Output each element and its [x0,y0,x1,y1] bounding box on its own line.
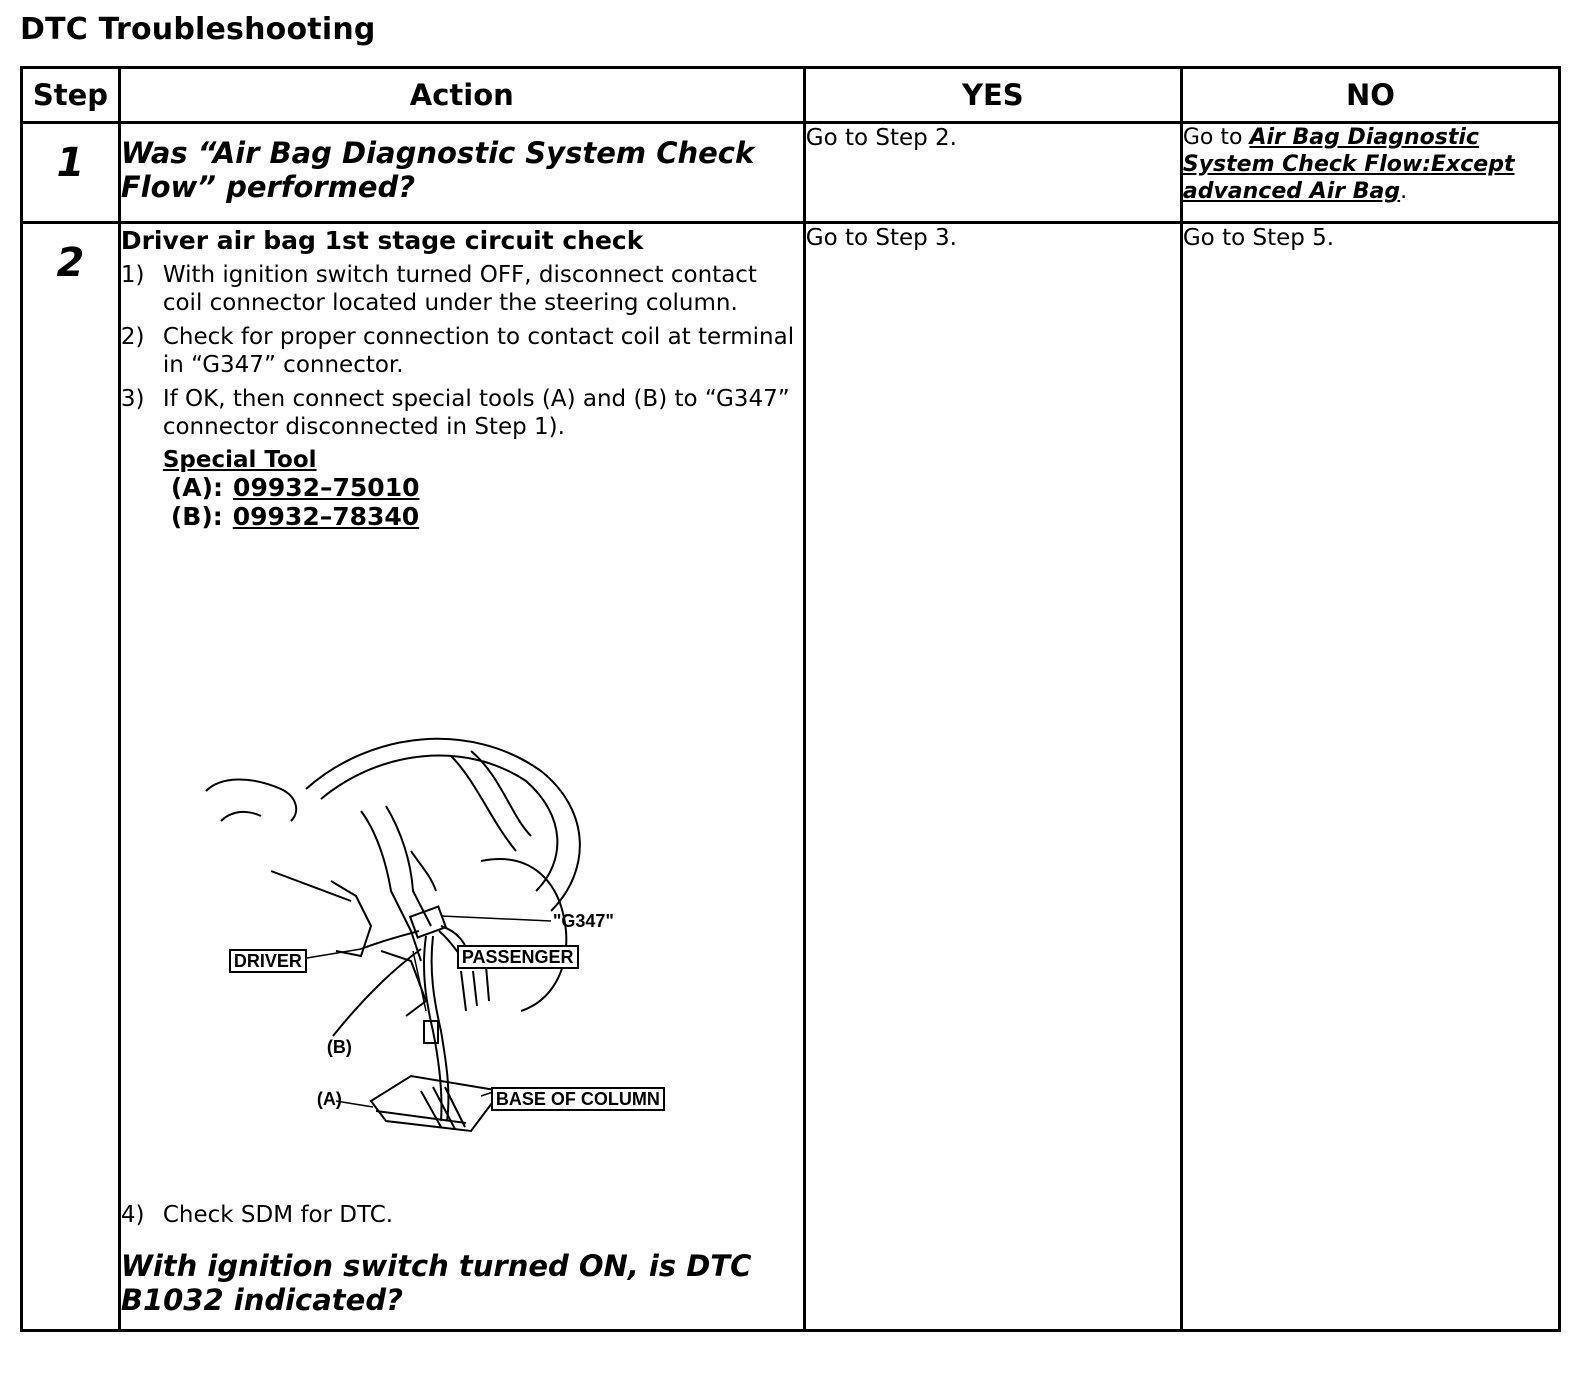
header-yes: YES [804,68,1181,123]
passenger-label: PASSENGER [457,945,579,969]
dash-panel-outline [206,779,296,821]
table-row-step-1 [22,123,1560,223]
tool-b-lead [333,949,421,1036]
check-flow-link[interactable]: Air Bag Diagnostic System Check Flow:Except advanced Air Bag [1182,125,1515,204]
list-item [121,323,803,379]
step-title: Driver air bag 1st stage circuit check [120,226,644,255]
item-text: If OK, then connect special tools (A) and (B) to “G347” connector disconnected in Step 1). [162,386,790,440]
step-number-cell [22,223,120,1331]
step-question: With ignition switch turned ON, is DTC B1032 indicated? [120,1249,752,1317]
no-cell [1181,223,1559,1331]
g347-label: "G347" [552,911,614,931]
tool-code-link[interactable]: 09932–78340 [232,502,420,531]
tool-b-label: (B) [326,1037,352,1057]
item-number: 3) [120,386,145,412]
no-text [1183,124,1558,205]
special-tool-b [171,502,803,531]
tool-a-label: (A) [316,1089,342,1109]
steering-wheel-outline [306,739,580,911]
table-header-row [22,68,1560,123]
action-cell [119,223,804,1331]
dtc-table [20,66,1561,1332]
header-action: Action [119,68,804,123]
item-number: 4) [120,1202,145,1228]
step-number: 2 [56,240,85,286]
step-number-cell [22,123,120,223]
base-of-column-tool [371,1076,501,1131]
item-number: 1) [120,262,145,288]
yes-text: Go to Step 2. [805,125,957,151]
no-prefix: Go to [1182,125,1250,150]
item-text: With ignition switch turned OFF, disconnect contact coil connector located under the steering column. [162,262,757,316]
tool-key: (B): [170,502,223,531]
yes-text: Go to Step 3. [805,225,957,251]
list-item [121,261,803,317]
no-cell [1181,123,1559,223]
header-step: Step [22,68,120,123]
page-title: DTC Troubleshooting [20,12,376,47]
item-text: Check for proper connection to contact coil at terminal in “G347” connector. [162,324,795,378]
special-tool-title: Special Tool [162,447,317,473]
special-tool-a [171,473,803,502]
tool-code-link[interactable]: 09932–75010 [233,473,420,502]
item-number: 2) [120,324,145,350]
list-item [121,385,803,441]
table-row-step-2 [22,223,1560,1331]
yes-cell [804,123,1181,223]
base-of-column-label: BASE OF COLUMN [491,1087,665,1111]
tool-key: (A): [170,473,224,502]
header-no: NO [1181,68,1559,123]
list-item [121,1201,803,1229]
no-text: Go to Step 5. [1182,225,1335,251]
instruction-list-final [121,1201,803,1229]
action-cell [119,123,804,223]
instruction-list [121,261,803,441]
driver-label: DRIVER [229,949,307,973]
no-suffix: . [1400,179,1408,204]
g347-leader-line [441,916,551,921]
item-text: Check SDM for DTC. [162,1202,394,1228]
steering-column-drawing [121,531,781,1201]
step-question: Was “Air Bag Diagnostic System Check Flow” performed? [120,136,755,204]
connector-illustration [121,531,781,1201]
yes-cell [804,223,1181,1331]
step-number: 1 [56,140,85,186]
